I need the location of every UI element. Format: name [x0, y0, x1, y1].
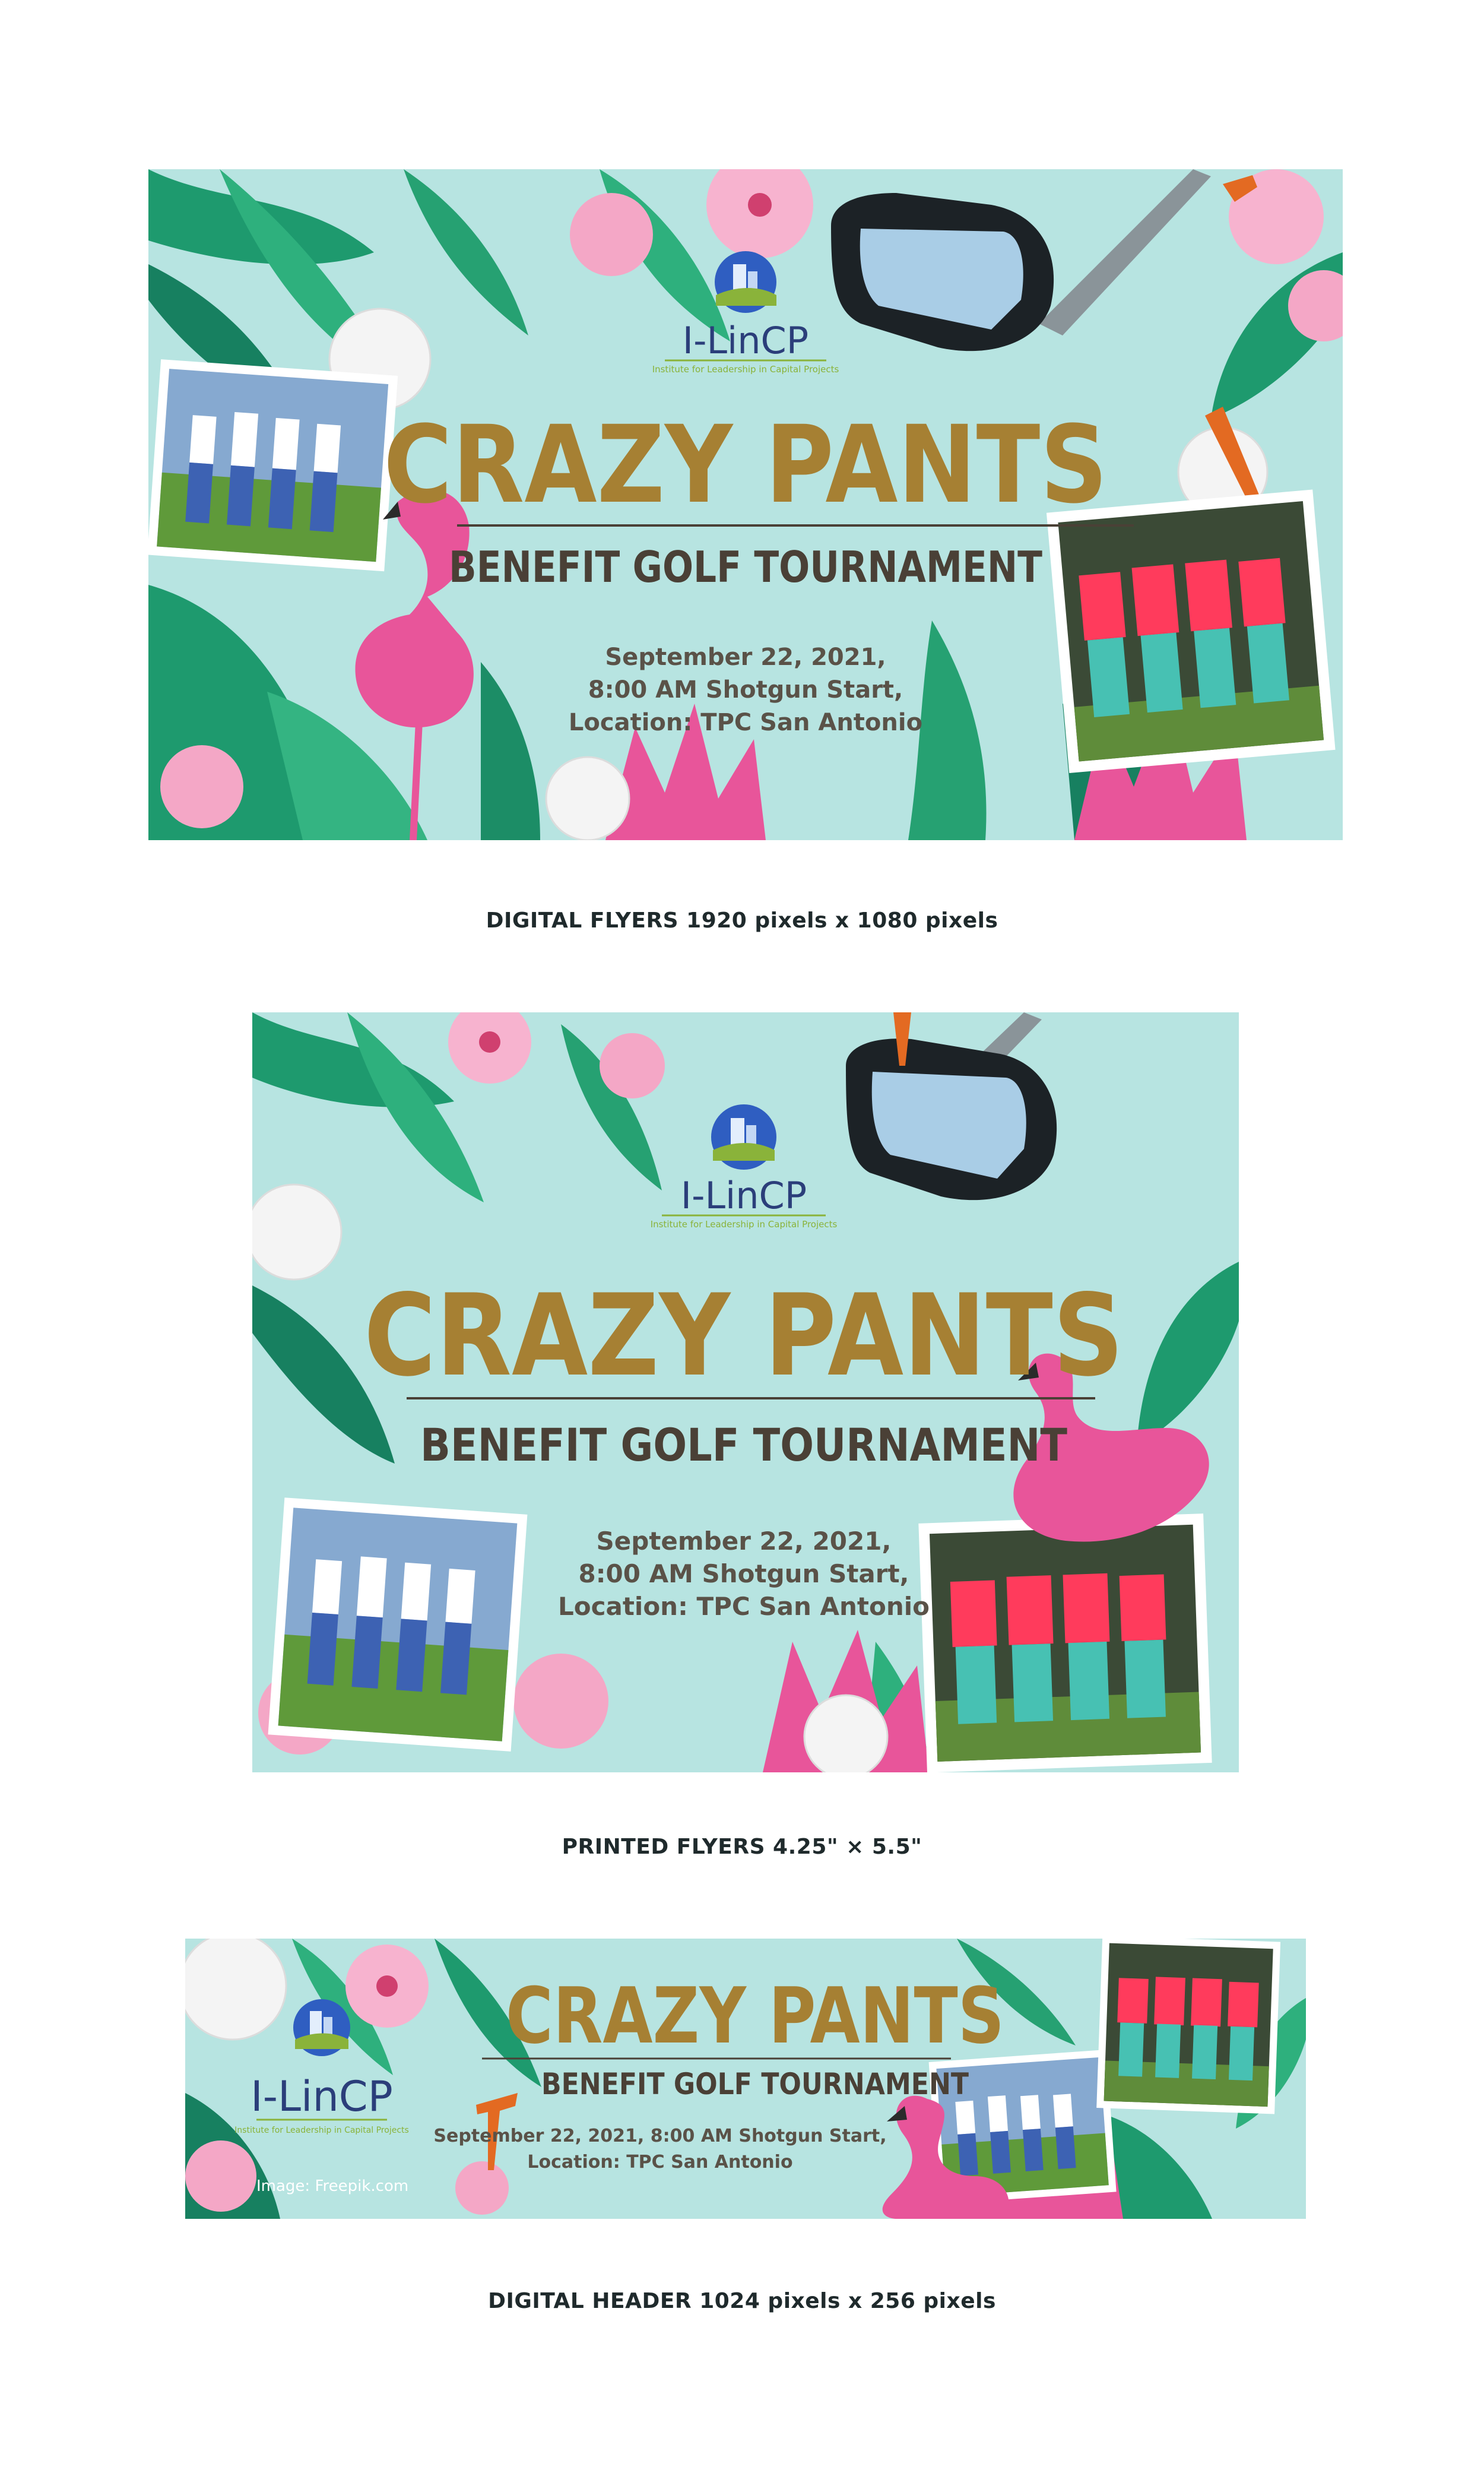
event-start: 8:00 AM Shotgun Start,	[588, 676, 903, 704]
event-subtitle: BENEFIT GOLF TOURNAMENT	[541, 2067, 969, 2101]
event-info-line-2: Location: TPC San Antonio	[527, 2152, 793, 2173]
golf-ball-icon	[185, 1939, 286, 2040]
org-name: I-LinCP	[250, 2072, 393, 2121]
building-logo-icon	[293, 1999, 350, 2056]
golfers-photo-right	[1096, 1939, 1280, 2114]
event-title: CRAZY PANTS	[383, 403, 1108, 527]
event-info-line-1: September 22, 2021, 8:00 AM Shotgun Start,	[433, 2126, 887, 2146]
org-tagline: Institute for Leadership in Capital Projects	[650, 1219, 838, 1230]
golfers-photo-right	[918, 1513, 1212, 1772]
event-date: September 22, 2021,	[605, 644, 886, 671]
digital-flyer-panel	[148, 169, 1343, 840]
golfers-photo-right	[1047, 489, 1336, 773]
printed-flyer-artwork	[252, 1012, 1239, 1772]
event-subtitle: BENEFIT GOLF TOURNAMENT	[420, 1418, 1068, 1471]
event-title: CRAZY PANTS	[364, 1270, 1124, 1401]
event-start: 8:00 AM Shotgun Start,	[578, 1559, 909, 1588]
golfers-photo-left	[268, 1497, 528, 1752]
printed-flyer-caption: PRINTED FLYERS 4.25" × 5.5"	[562, 1835, 922, 1859]
digital-header-panel	[185, 1939, 1306, 2219]
event-title: CRAZY PANTS	[506, 1971, 1004, 2061]
org-tagline: Institute for Leadership in Capital Projects	[234, 2126, 409, 2135]
org-tagline: Institute for Leadership in Capital Projects	[652, 364, 839, 375]
printed-flyer-panel	[252, 1012, 1239, 1772]
building-logo-icon	[715, 251, 776, 313]
event-location: Location: TPC San Antonio	[558, 1592, 930, 1621]
org-name: I-LinCP	[680, 1174, 807, 1217]
org-name: I-LinCP	[682, 319, 809, 362]
digital-flyer-caption: DIGITAL FLYERS 1920 pixels x 1080 pixels	[486, 908, 998, 933]
event-date: September 22, 2021,	[596, 1527, 892, 1556]
digital-header-artwork	[185, 1939, 1306, 2219]
digital-flyer-artwork	[148, 169, 1343, 840]
event-subtitle: BENEFIT GOLF TOURNAMENT	[449, 542, 1042, 592]
image-credit: Image: Freepik.com	[256, 2177, 409, 2195]
digital-header-caption: DIGITAL HEADER 1024 pixels x 256 pixels	[488, 2289, 996, 2313]
building-logo-icon	[711, 1104, 776, 1170]
event-location: Location: TPC San Antonio	[568, 709, 923, 736]
golfers-photo-left	[148, 359, 398, 571]
